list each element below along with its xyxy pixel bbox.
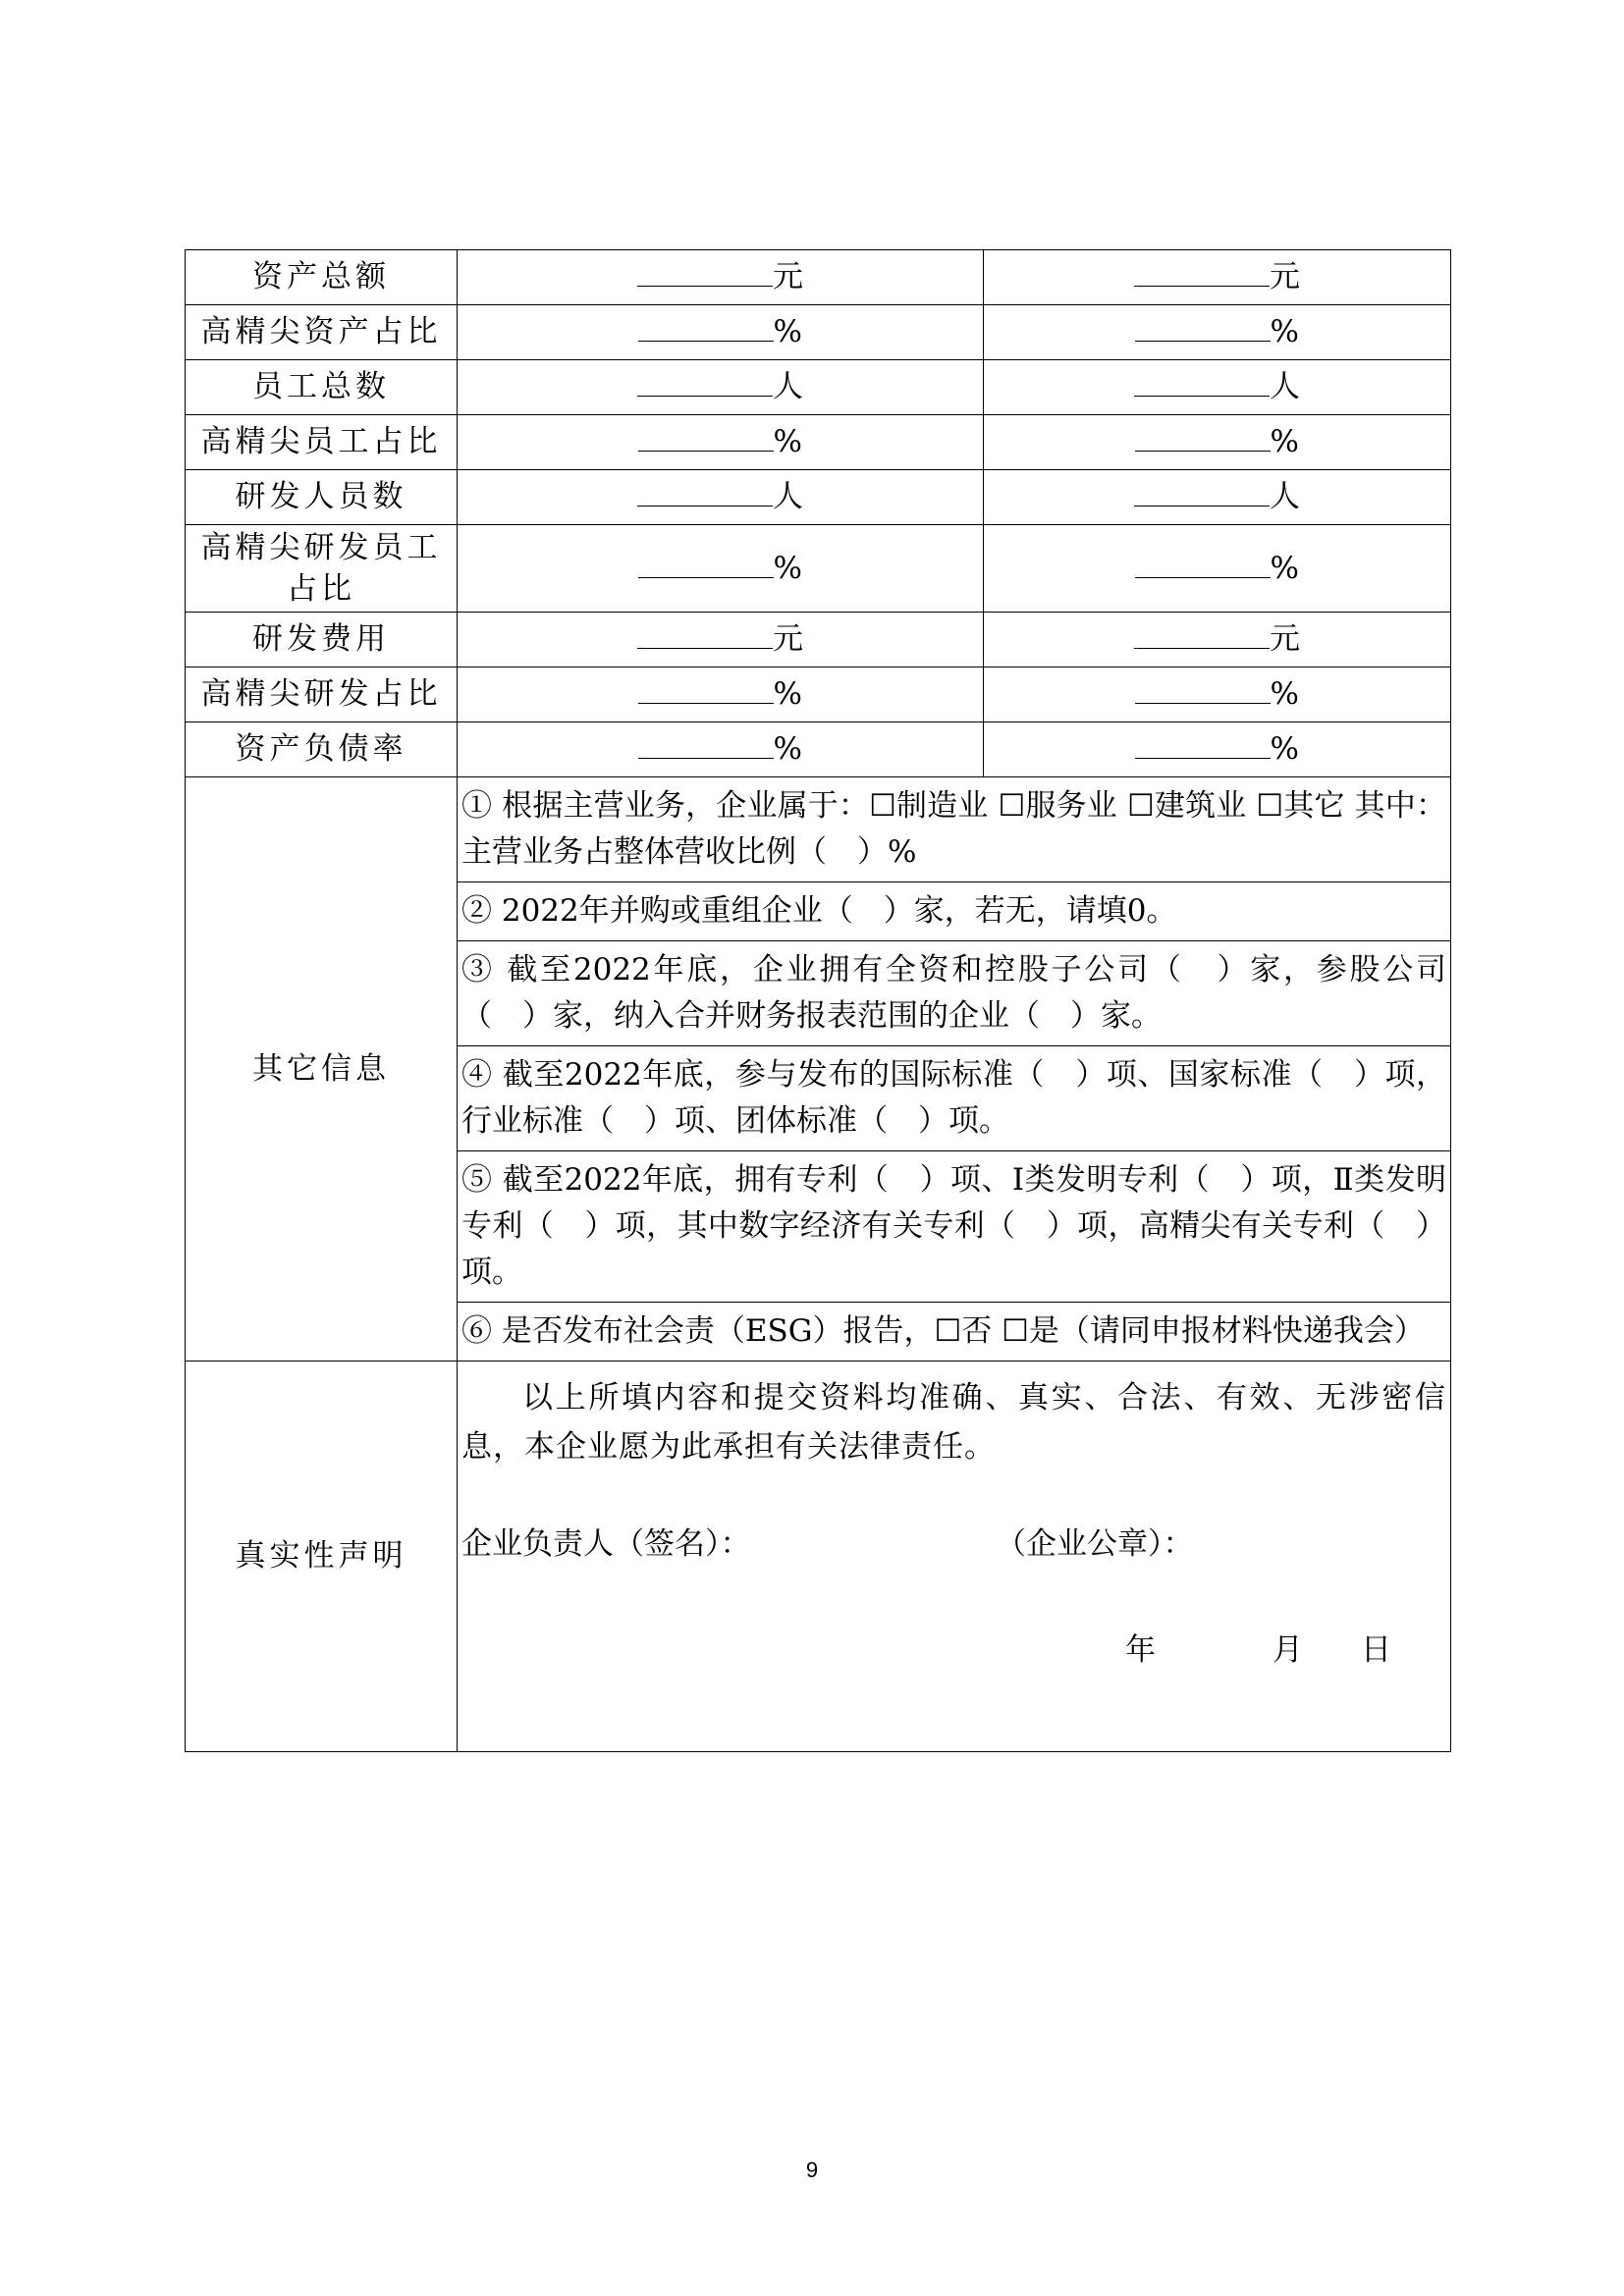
declaration-label: 真实性声明	[186, 1362, 458, 1752]
unit: %	[773, 424, 802, 459]
blank-line	[1134, 364, 1270, 397]
row-label: 研发人员数	[186, 470, 458, 525]
value-cell-a[interactable]	[458, 722, 984, 777]
value-cell-b[interactable]	[984, 525, 1451, 613]
blank-line	[637, 474, 773, 507]
date-month[interactable]: 月	[1272, 1632, 1303, 1668]
blank-line	[638, 546, 774, 578]
value-cell-a[interactable]	[458, 305, 984, 360]
blank-line	[638, 309, 774, 342]
blank-line	[637, 364, 773, 397]
page-number: 9	[805, 2158, 819, 2182]
other-info-items	[458, 777, 1450, 1361]
seal-field[interactable]: （企业公章）：	[996, 1526, 1194, 1562]
unit: %	[1270, 676, 1299, 712]
unit: 元	[773, 259, 803, 294]
row-rd-staff	[186, 470, 1451, 525]
blank-line	[1135, 419, 1271, 452]
value-cell-b[interactable]	[984, 360, 1451, 415]
unit: %	[1270, 731, 1299, 767]
unit: 元	[773, 621, 803, 657]
other-info-item-2[interactable]: ② 2022年并购或重组企业（ ）家，若无，请填0。	[458, 882, 1450, 941]
blank-line	[1134, 474, 1270, 507]
value-cell-b[interactable]	[984, 722, 1451, 777]
unit: 人	[773, 479, 803, 514]
blank-line	[1135, 309, 1271, 342]
unit: %	[1270, 424, 1299, 459]
value-cell-b[interactable]	[984, 305, 1451, 360]
unit: 元	[1270, 621, 1300, 657]
blank-line	[1134, 616, 1270, 649]
unit: %	[773, 314, 802, 349]
row-label: 高精尖研发员工占比	[186, 525, 458, 613]
unit: 人	[773, 369, 803, 404]
enterprise-info-table	[185, 249, 1451, 1752]
row-debt-ratio	[186, 722, 1451, 777]
blank-line	[1134, 254, 1270, 287]
row-label: 资产负债率	[186, 722, 458, 777]
blank-line	[1135, 546, 1271, 578]
unit: %	[773, 550, 802, 586]
blank-line	[1135, 726, 1271, 759]
value-cell-b[interactable]	[984, 613, 1451, 667]
declaration-text: 以上所填内容和提交资料均准确、真实、合法、有效、无涉密信息，本企业愿为此承担有关法律责任。	[461, 1380, 1446, 1465]
row-label: 高精尖员工占比	[186, 415, 458, 470]
other-info-item-5[interactable]: ⑤ 截至2022年底，拥有专利（ ）项、Ⅰ类发明专利（ ）项，Ⅱ类发明专利（ ）项，其中数字经济有关专利（ ）项，高精尖有关专利（ ）项。	[458, 1151, 1450, 1303]
signer-field[interactable]: 企业负责人（签名）：	[461, 1526, 751, 1562]
row-total-assets	[186, 250, 1451, 305]
date-year[interactable]: 年	[1125, 1632, 1156, 1668]
unit: %	[773, 676, 802, 712]
row-total-employees	[186, 360, 1451, 415]
value-cell-b[interactable]	[984, 470, 1451, 525]
value-cell-a[interactable]	[458, 525, 984, 613]
blank-line	[1135, 671, 1271, 704]
row-label: 高精尖研发占比	[186, 667, 458, 722]
unit: %	[1270, 550, 1299, 586]
row-label: 员工总数	[186, 360, 458, 415]
other-info-label: 其它信息	[186, 777, 458, 1362]
value-cell-a[interactable]	[458, 250, 984, 305]
row-label: 高精尖资产占比	[186, 305, 458, 360]
blank-line	[638, 419, 774, 452]
date-day[interactable]: 日	[1361, 1632, 1391, 1668]
other-info-item-4[interactable]: ④ 截至2022年底，参与发布的国际标准（ ）项、国家标准（ ）项，行业标准（ ）项、团体标准（ ）项。	[458, 1046, 1450, 1151]
other-info-item-6[interactable]: ⑥ 是否发布社会责（ESG）报告，☐否 ☐是（请同申报材料快递我会）	[461, 1313, 1425, 1349]
value-cell-b[interactable]	[984, 667, 1451, 722]
value-cell-a[interactable]	[458, 415, 984, 470]
other-info-cell	[458, 777, 1451, 1362]
value-cell-a[interactable]	[458, 667, 984, 722]
unit: 人	[1270, 369, 1300, 404]
value-cell-a[interactable]	[458, 613, 984, 667]
value-cell-b[interactable]	[984, 250, 1451, 305]
blank-line	[638, 671, 774, 704]
row-label: 资产总额	[186, 250, 458, 305]
blank-line	[637, 616, 773, 649]
row-hi-tech-rd-ratio	[186, 667, 1451, 722]
row-rd-expense	[186, 613, 1451, 667]
value-cell-a[interactable]	[458, 360, 984, 415]
other-info-item-3[interactable]: ③ 截至2022年底，企业拥有全资和控股子公司（ ）家，参股公司（ ）家，纳入合并财务报表范围的企业（ ）家。	[458, 941, 1450, 1046]
row-hi-tech-rd-staff-ratio	[186, 525, 1451, 613]
unit: %	[773, 731, 802, 767]
row-hi-tech-employee-ratio	[186, 415, 1451, 470]
declaration-cell	[458, 1362, 1451, 1752]
row-other-info	[186, 777, 1451, 1362]
blank-line	[637, 254, 773, 287]
unit: %	[1270, 314, 1299, 349]
unit: 人	[1270, 479, 1300, 514]
row-hi-tech-asset-ratio	[186, 305, 1451, 360]
value-cell-b[interactable]	[984, 415, 1451, 470]
blank-line	[638, 726, 774, 759]
row-label: 研发费用	[186, 613, 458, 667]
value-cell-a[interactable]	[458, 470, 984, 525]
unit: 元	[1270, 259, 1300, 294]
row-declaration	[186, 1362, 1451, 1752]
other-info-item-1[interactable]: ① 根据主营业务，企业属于：☐制造业 ☐服务业 ☐建筑业 ☐其它 其中：主营业务占整体营收比例（ ）%	[458, 777, 1450, 882]
